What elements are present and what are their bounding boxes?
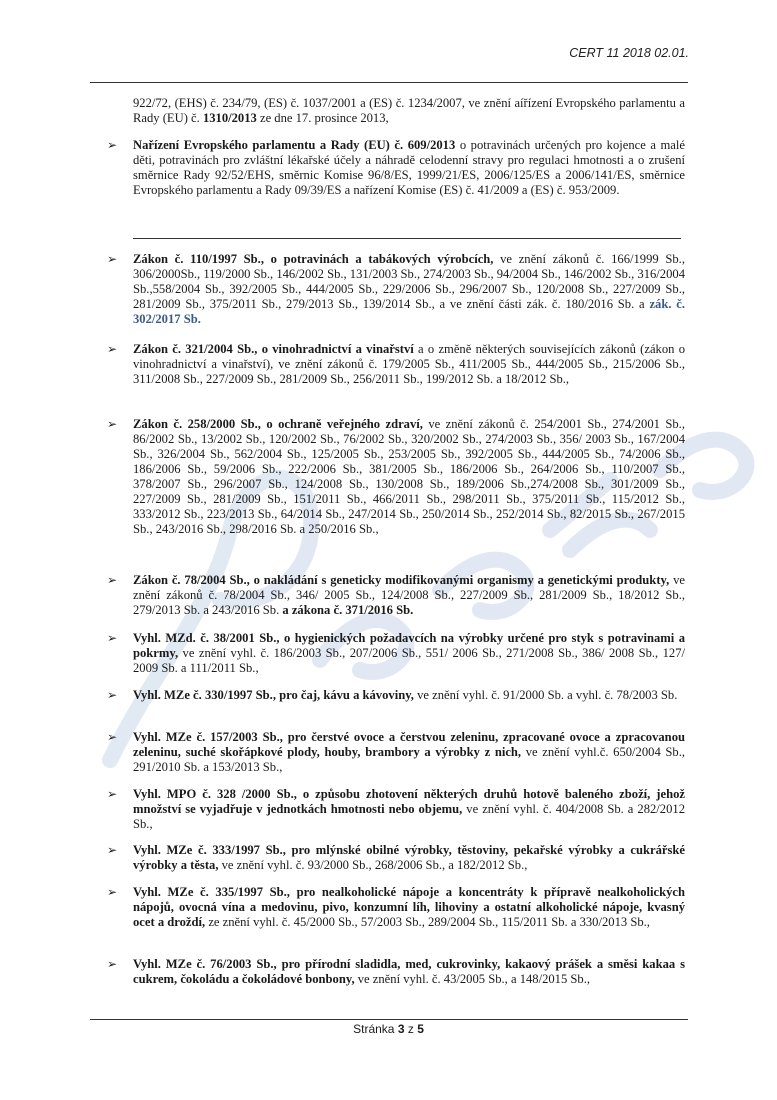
list-item: [133, 96, 685, 126]
item-text: 922/72, (EHS) č. 234/79, (ES) č. 1037/2001 a (ES) č. 1234/2007, ve znění aířízení Evropského parlamentu a Rady (EU) č.: [133, 96, 685, 125]
arrow-bullet-icon: ➢: [107, 138, 118, 152]
item-text: ve znění zákonů č. 254/2001 Sb., 274/2001 Sb., 86/2002 Sb., 13/2002 Sb., 120/2002 Sb., 76/2002 Sb., 320/2002 Sb., 274/2003 Sb., 356/ 2003 Sb., 167/2004 Sb., 326/2004 Sb., 562/2004 Sb., 125/2005 Sb., 253/2005 Sb., 392/2005 Sb., 444/2005 Sb., 74/2006 Sb., 186/2006 Sb., 59/2006 Sb., 222/2006 Sb., 381/2005 Sb., 186/2006 Sb., 264/2006 Sb., 110/2007 Sb., 378/2007 Sb., 296/2007 Sb., 124/2008 Sb., 130/2008 Sb., 189/2006 Sb.,274/2008 Sb., 301/2009 Sb., 227/2009 Sb., 281/2009 Sb., 151/2011 Sb., 466/2011 Sb., 298/2011 Sb., 375/2011 Sb., 115/2012 Sb., 333/2012 Sb., 223/2013 Sb., 64/2014 Sb., 247/2014 Sb., 250/2014 Sb., 252/2014 Sb., 82/2015 Sb., 267/2015 Sb., 243/2016 Sb., 298/2016 Sb. a 250/2016 Sb.,: [133, 417, 685, 536]
item-text: a o změně některých souvisejících zákonů (zákon o vinohradnictví a vinařství), ve znění zákonů č. 179/2005 Sb., 411/2005 Sb., 444/2005 Sb., 215/2006 Sb., 311/2008 Sb., 227/2009 Sb., 281/2009 Sb., 256/2011 Sb., 199/2012 Sb. a 18/2012 Sb.,: [133, 342, 685, 386]
arrow-bullet-icon: ➢: [107, 631, 118, 645]
list-item: [107, 573, 685, 618]
item-title: Vyhl. MZe č. 333/1997 Sb., pro mlýnské obilné výrobky, těstoviny, pekařské výrobky a cukrářské výrobky a těsta,: [133, 843, 685, 872]
arrow-bullet-icon: ➢: [107, 573, 118, 587]
arrow-bullet-icon: ➢: [107, 885, 118, 899]
list-item: [107, 730, 685, 775]
arrow-bullet-icon: ➢: [107, 688, 118, 702]
item-bold: a zákona č. 371/2016 Sb.: [282, 603, 414, 617]
arrow-bullet-icon: ➢: [107, 252, 118, 266]
list-item: [107, 342, 685, 387]
item-title: Zákon č. 258/2000 Sb., o ochraně veřejného zdraví,: [133, 417, 423, 431]
header-divider: [90, 82, 688, 83]
arrow-bullet-icon: ➢: [107, 787, 118, 801]
arrow-bullet-icon: ➢: [107, 957, 118, 971]
list-item: [107, 631, 685, 676]
list-item: [107, 843, 685, 873]
arrow-bullet-icon: ➢: [107, 417, 118, 431]
item-text: o potravinách určených pro kojence a malé děti, potravinách pro zvláštní lékařské účely a náhradě celodenní stravy pro regulaci hmotnosti a o zrušení směrnice Rady 92/52/EHS, směrnic Komise 96/8/ES, 1999/21/ES, 2006/125/ES a 2006/141/ES, směrnice Evropského parlamentu a Rady 09/39/ES a nařízení Komise (ES) č. 41/2009 a (ES) č. 953/2009.: [133, 138, 685, 197]
item-text: ve znění zákonů č. 78/2004 Sb., 346/ 2005 Sb., 124/2008 Sb., 227/2009 Sb., 281/2009 Sb., 18/2012 Sb., 279/2013 Sb. a 243/2016 Sb.: [133, 573, 685, 617]
item-text: ze dne 17. prosince 2013,: [256, 111, 389, 125]
item-title: Vyhl. MZd. č. 38/2001 Sb., o hygienických požadavcích na výrobky určené pro styk s potravinami a pokrmy,: [133, 631, 685, 660]
arrow-bullet-icon: ➢: [107, 730, 118, 744]
list-item: [107, 688, 685, 703]
item-title: Zákon č. 110/1997 Sb., o potravinách a tabákových výrobcích,: [133, 252, 494, 266]
item-text: ve znění vyhl. č. 43/2005 Sb., a 148/2015 Sb.,: [354, 972, 591, 986]
arrow-bullet-icon: ➢: [107, 342, 118, 356]
section-divider: [133, 238, 681, 239]
item-text: ve znění vyhl. č. 91/2000 Sb. a vyhl. č. 78/2003 Sb.: [413, 688, 678, 702]
item-title: Zákon č. 78/2004 Sb., o nakládání s geneticky modifikovanými organismy a genetickými produkty,: [133, 573, 670, 587]
item-text: ve znění vyhl. č. 93/2000 Sb., 268/2006 Sb., a 182/2012 Sb.,: [218, 858, 528, 872]
list-item: [107, 957, 685, 987]
page-number: [0, 1022, 777, 1036]
list-item: [107, 252, 686, 327]
page-label: Stránka: [353, 1022, 398, 1036]
current-page: 3: [397, 1022, 405, 1036]
arrow-bullet-icon: ➢: [107, 843, 118, 857]
item-title: Nařízení Evropského parlamentu a Rady (EU) č. 609/2013: [133, 138, 456, 152]
item-text: ze znění vyhl. č. 45/2000 Sb., 57/2003 Sb., 289/2004 Sb., 115/2011 Sb. a 330/2013 Sb.,: [205, 915, 650, 929]
item-title: Vyhl. MZe č. 335/1997 Sb., pro nealkoholické nápoje a koncentráty k přípravě nealkoholických nápojů, ovocná vína a medovinu, pivo, konzumní líh, lihoviny a ostatní alkoholické nápoje, kvasný ocet a droždí,: [133, 885, 685, 929]
list-item: [107, 417, 685, 537]
item-title: Vyhl. MPO č. 328 /2000 Sb., o způsobu zhotovení některých druhů hotově baleného zboží, jehož množství se vyjadřuje v jednotkách hmotnosti nebo objemu,: [133, 787, 685, 816]
item-text: ve znění vyhl. č. 404/2008 Sb. a 282/2012 Sb.,: [133, 802, 685, 831]
item-text: ve znění vyhl. č. 186/2003 Sb., 207/2006 Sb., 551/ 2006 Sb., 271/2008 Sb., 386/ 2008 Sb., 127/ 2009 Sb. a 111/2011 Sb.,: [133, 646, 685, 675]
list-item: [107, 885, 685, 930]
item-title: Vyhl. MZe č. 76/2003 Sb., pro přírodní sladidla, med, cukrovinky, kakaový prášek a směsi kakaa s cukrem, čokoládu a čokoládové bonbony,: [133, 957, 685, 986]
page-sep: z: [404, 1022, 418, 1036]
item-title: Vyhl. MZe č. 157/2003 Sb., pro čerstvé ovoce a čerstvou zeleninu, zpracované ovoce a zpracovanou zeleninu, suché skořápkové plody, houby, brambory a výrobky z nich,: [133, 730, 685, 759]
item-title: Zákon č. 321/2004 Sb., o vinohradnictví a vinařství: [133, 342, 414, 356]
item-text: ve znění vyhl.č. 650/2004 Sb., 291/2010 Sb. a 153/2013 Sb.,: [133, 745, 685, 774]
item-title: Vyhl. MZe č. 330/1997 Sb., pro čaj, kávu a kávoviny,: [133, 688, 414, 702]
item-text: ve znění zákonů č. 166/1999 Sb., 306/2000Sb., 119/2000 Sb., 146/2002 Sb., 131/2003 Sb., 274/2003 Sb., 94/2004 Sb., 146/2002 Sb., 316/2004 Sb.,558/2004 Sb., 392/2005 Sb., 444/2005 Sb., 229/2006 Sb., 296/2007 Sb., 120/2008 Sb., 227/2009 Sb., 281/2009 Sb., 375/2011 Sb., 279/2013 Sb., 139/2014 Sb., a ve znění části zák. č. 180/2016 Sb. a: [133, 252, 685, 311]
total-pages: 5: [417, 1022, 424, 1036]
list-item: [107, 787, 685, 832]
document-code: CERT 11 2018 02.01.: [569, 46, 689, 60]
list-item: [107, 138, 685, 198]
item-bold: 1310/2013: [202, 111, 257, 125]
footer-divider: [90, 1019, 688, 1020]
item-bold: zák. č. 302/2017 Sb.: [133, 297, 686, 326]
